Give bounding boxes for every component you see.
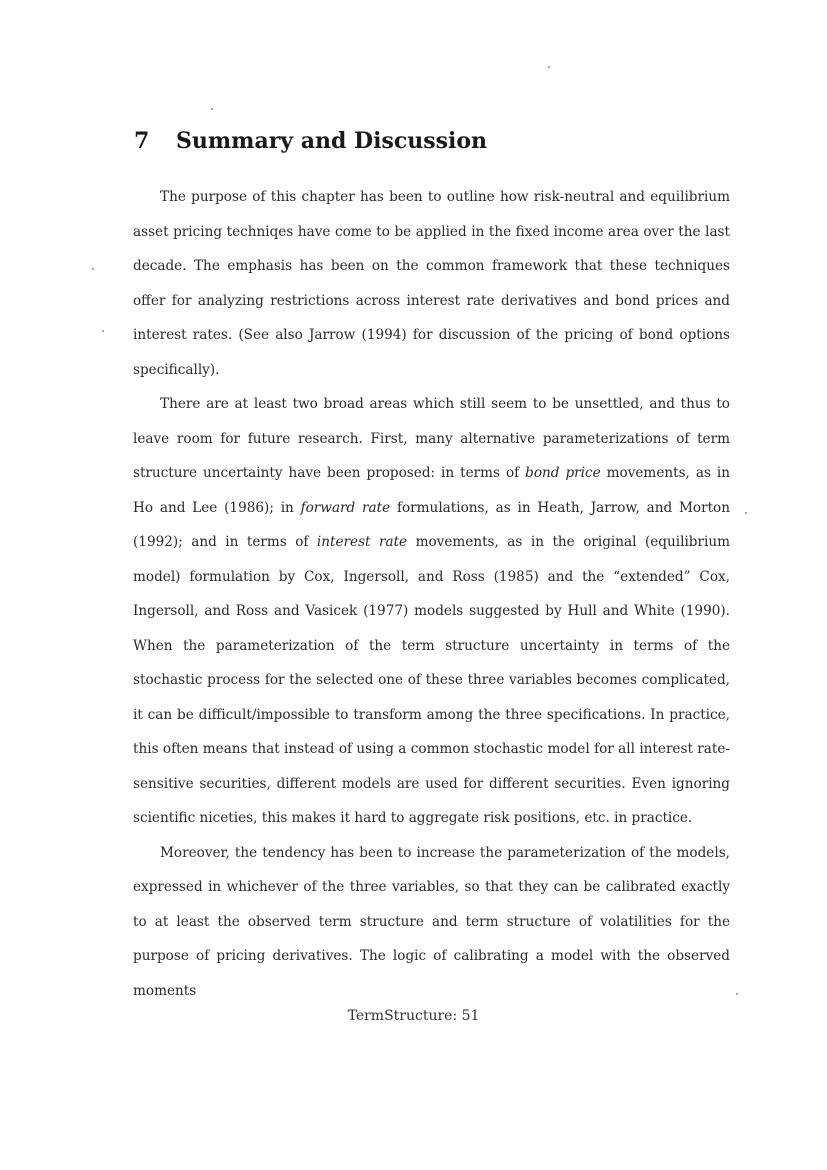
paragraph-2 [133,387,730,836]
section-title: Summary and Discussion [176,128,488,154]
paragraph-1-text: The purpose of this chapter has been to outline how risk-neutral and equilibrium asset pricing techniqes have come to be applied in the fixed income area over the last decade. The emphasis has been on the common framework that these techniques offer for analyzing restrictions across interest rate derivatives and bond prices and interest rates. (See also Jarrow (1994) for discussion of the pricing of bond options specifically). [133,189,730,378]
italic-bond-price: bond price [525,465,601,481]
body-text [133,180,730,1008]
paragraph-2-text: There are at least two broad areas which still seem to be unsettled, and thus to leave room for future research. First, many alternative parameterizations of term structure uncertainty have been proposed: in terms of [133,396,730,481]
scan-speck [92,268,94,270]
section-heading [134,128,487,154]
paragraph-3 [133,836,730,1009]
scan-speck [745,512,747,514]
paragraph-2-text: formulations, as in Heath, Jarrow, and Morton (1992); and in terms of [133,499,730,550]
italic-interest-rate: interest rate [316,534,408,550]
scan-speck [211,108,213,110]
page-footer: TermStructure: 51 [347,1008,480,1024]
paragraph-2-text: movements, as in Ho and Lee (1986); in [133,465,730,516]
paragraph-3-text: Moreover, the tendency has been to increase the parameterization of the models, expressed in whichever of the three variables, so that they can be calibrated exactly to at least the observed term structure and term structure of volatilities for the purpose of pricing derivatives. The logic of calibrating a model with the observed moments [133,844,730,999]
scan-speck [548,66,550,68]
paragraph-2-text: movements, as in the original (equilibrium model) formulation by Cox, Ingersoll, and Ross (1985) and the “extended” Cox, Ingersoll, and Ross and Vasicek (1977) models suggested by Hull and White (1990). When the parameterization of the term structure uncertainty in terms of the stochastic process for the selected one of these three variables becomes complicated, it can be difficult/impossible to transform among the three specifications. In practice, this often means that instead of using a common stochastic model for all interest rate-sensitive securities, different models are used for different securities. Even ignoring scientific niceties, this makes it hard to aggregate risk positions, etc. in practice. [133,534,730,826]
italic-forward-rate: forward rate [300,499,391,516]
scan-speck [736,993,738,995]
paragraph-1 [133,180,730,387]
section-number: 7 [134,128,150,154]
scan-speck [102,330,104,332]
